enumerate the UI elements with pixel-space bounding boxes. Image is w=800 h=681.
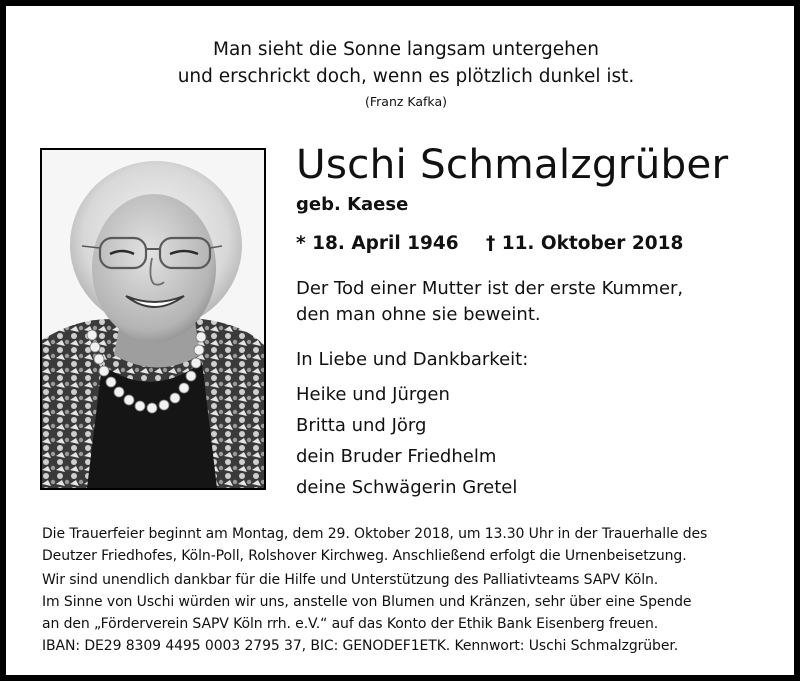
deceased-name: Uschi Schmalzgrüber: [296, 140, 729, 188]
notice-line: Deutzer Friedhofes, Köln-Poll, Rolshover Kirchweg. Anschließend erfolgt die Urnenbeisetzung.: [42, 548, 687, 564]
saying-line: Der Tod einer Mutter ist der erste Kummer,: [296, 278, 684, 299]
notice-line: an den „Förderverein SAPV Köln rrh. e.V.“ auf das Konto der Ethik Bank Eisenberg freuen.: [42, 616, 659, 632]
maiden-name: geb. Kaese: [296, 194, 409, 215]
mourners-list: [296, 379, 517, 503]
saying-line: den man ohne sie beweint.: [296, 304, 541, 325]
notice-line: IBAN: DE29 8309 4495 0003 2795 37, BIC: GENODEF1ETK. Kennwort: Uschi Schmalzgrüber.: [42, 638, 679, 654]
thanks-paragraph: [42, 569, 777, 657]
portrait-photo-icon: [42, 150, 264, 488]
notice-line: Im Sinne von Uschi würden wir uns, anstelle von Blumen und Kränzen, sehr über eine Spende: [42, 594, 692, 610]
saying-block: [296, 276, 683, 328]
quote-line: Man sieht die Sonne langsam untergehen: [213, 39, 599, 60]
quote-line: und erschrickt doch, wenn es plötzlich dunkel ist.: [177, 66, 635, 87]
life-dates: [296, 231, 684, 257]
death-date: † 11. Oktober 2018: [486, 233, 684, 254]
notice-line: Wir sind unendlich dankbar für die Hilfe und Unterstützung des Palliativteams SAPV Köln.: [42, 572, 659, 588]
mourner: dein Bruder Friedhelm: [296, 446, 497, 467]
quote-block: [6, 36, 800, 111]
funeral-notice: [42, 523, 777, 657]
mourner: Heike und Jürgen: [296, 384, 450, 405]
dedication: In Liebe und Dankbarkeit:: [296, 349, 529, 370]
birth-date: * 18. April 1946: [296, 233, 459, 254]
notice-line: Die Trauerfeier beginnt am Montag, dem 29. Oktober 2018, um 13.30 Uhr in der Trauerhalle des: [42, 526, 708, 542]
mourner: Britta und Jörg: [296, 415, 427, 436]
portrait-photo: [40, 148, 266, 490]
mourner: deine Schwägerin Gretel: [296, 477, 518, 498]
funeral-paragraph: [42, 523, 777, 567]
quote-author: (Franz Kafka): [364, 94, 447, 109]
